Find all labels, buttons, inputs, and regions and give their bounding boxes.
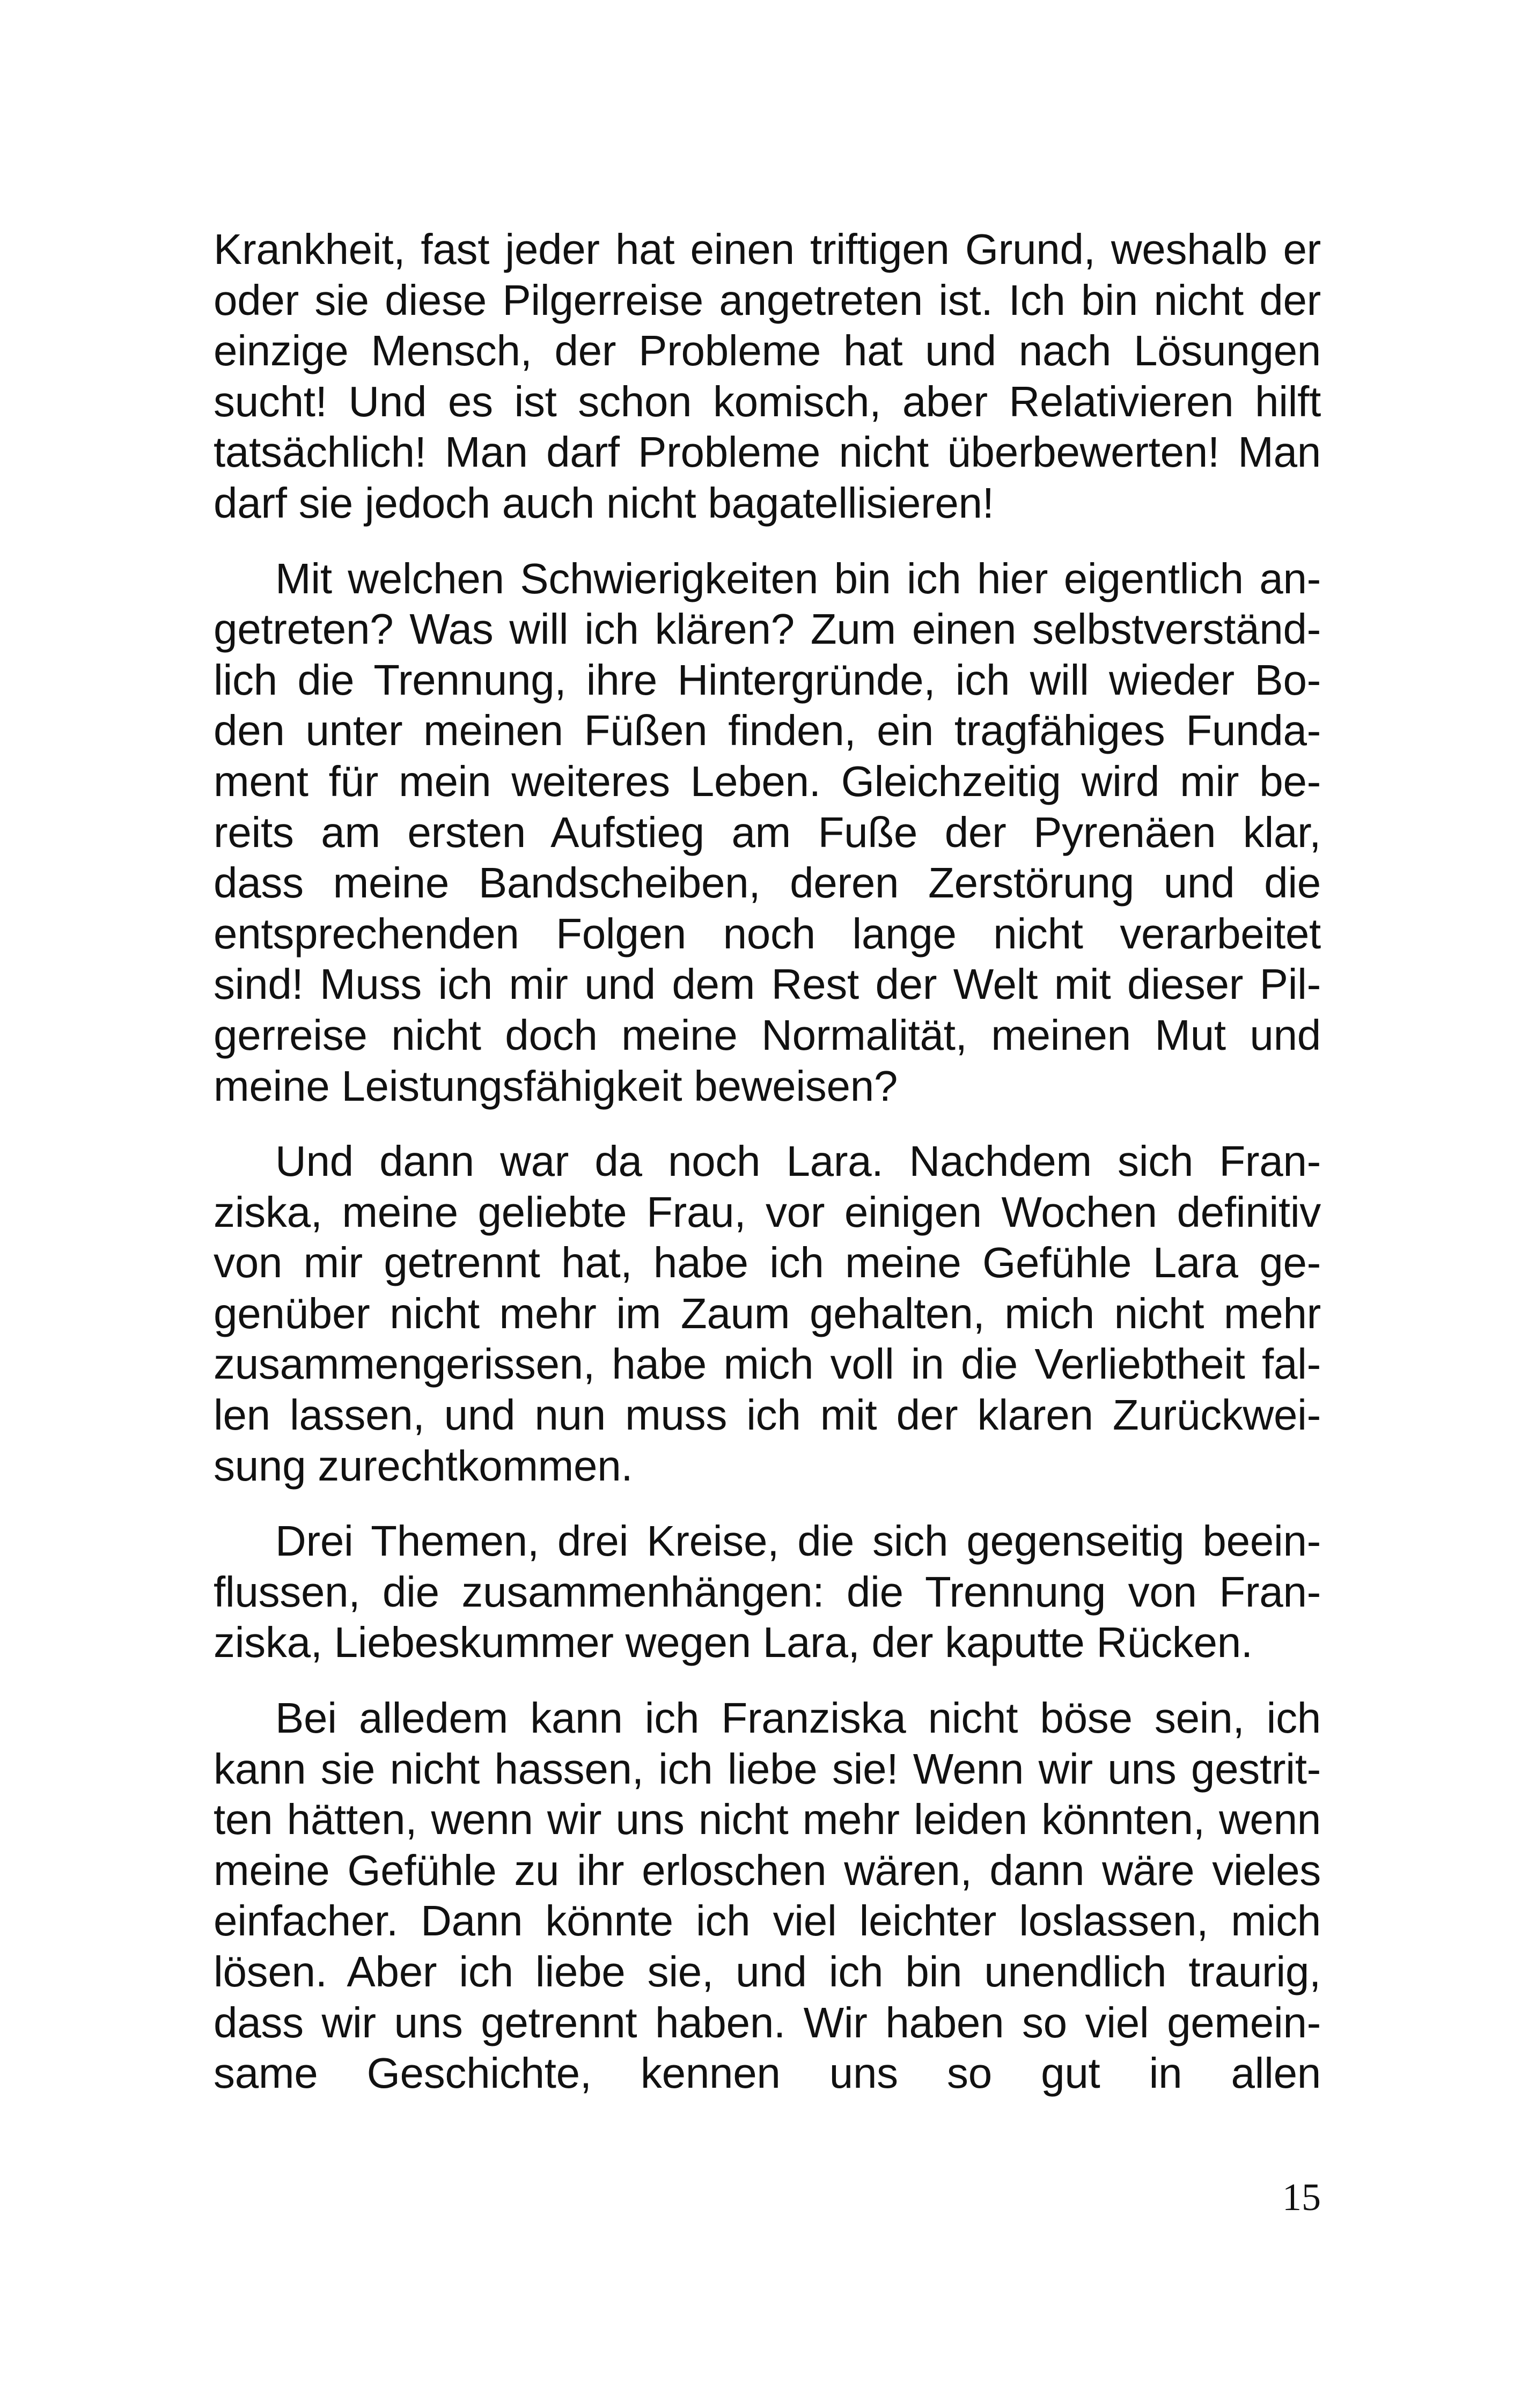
- paragraph: [214, 1136, 1321, 1491]
- paragraph: [214, 554, 1321, 1112]
- text-line: ziska, Liebeskummer wegen Lara, der kaputte Rücken.: [214, 1618, 1253, 1667]
- text-line: gerreise nicht doch meine Normalität, meinen Mut und: [214, 1011, 1321, 1059]
- text-line: sind! Muss ich mir und dem Rest der Welt mit dieser Pil-: [214, 960, 1321, 1008]
- text-line: zusammengerissen, habe mich voll in die Verliebtheit fal-: [214, 1340, 1321, 1388]
- text-line: ment für mein weiteres Leben. Gleichzeitig wird mir be-: [214, 757, 1321, 805]
- text-line: reits am ersten Aufstieg am Fuße der Pyrenäen klar,: [214, 808, 1321, 856]
- text-line: einzige Mensch, der Probleme hat und nach Lösungen: [214, 327, 1321, 375]
- text-line: Krankheit, fast jeder hat einen triftigen Grund, weshalb er: [214, 225, 1321, 273]
- text-line: meine Leistungsfähigkeit beweisen?: [214, 1062, 898, 1110]
- text-line: den unter meinen Füßen finden, ein tragfähiges Funda-: [214, 706, 1321, 755]
- text-line: sucht! Und es ist schon komisch, aber Relativieren hilft: [214, 377, 1321, 425]
- text-line: len lassen, und nun muss ich mit der klaren Zurückwei-: [214, 1391, 1321, 1439]
- text-line: entsprechenden Folgen noch lange nicht verarbeitet: [214, 909, 1321, 958]
- text-line: lösen. Aber ich liebe sie, und ich bin unendlich traurig,: [214, 1948, 1321, 1995]
- paragraph: [214, 1693, 1321, 2099]
- text-line: flussen, die zusammenhängen: die Trennung von Fran-: [214, 1567, 1321, 1616]
- paragraph: [214, 224, 1321, 529]
- text-line: Und dann war da noch Lara. Nachdem sich Fran-: [275, 1137, 1321, 1185]
- text-line: einfacher. Dann könnte ich viel leichter loslassen, mich: [214, 1897, 1321, 1945]
- text-line: von mir getrennt hat, habe ich meine Gefühle Lara ge-: [214, 1239, 1321, 1287]
- text-line: dass meine Bandscheiben, deren Zerstörung und die: [214, 859, 1321, 907]
- text-line: Mit welchen Schwierigkeiten bin ich hier eigentlich an-: [275, 554, 1321, 602]
- text-line: ziska, meine geliebte Frau, vor einigen Wochen definitiv: [214, 1188, 1321, 1236]
- page-number: 15: [1282, 2176, 1321, 2219]
- text-line: Drei Themen, drei Kreise, die sich gegenseitig beein-: [275, 1517, 1321, 1565]
- text-line: Bei alledem kann ich Franziska nicht böse sein, ich: [275, 1694, 1321, 1742]
- text-line: oder sie diese Pilgerreise angetreten ist. Ich bin nicht der: [214, 276, 1321, 324]
- text-line: genüber nicht mehr im Zaum gehalten, mich nicht mehr: [214, 1289, 1321, 1337]
- text-line: getreten? Was will ich klären? Zum einen selbstverständ-: [214, 605, 1321, 653]
- text-line: kann sie nicht hassen, ich liebe sie! Wenn wir uns gestrit-: [214, 1744, 1321, 1793]
- text-line: darf sie jedoch auch nicht bagatellisieren!: [214, 478, 994, 527]
- paragraph: [214, 1516, 1321, 1668]
- text-line: lich die Trennung, ihre Hintergründe, ich will wieder Bo-: [214, 656, 1321, 704]
- text-line: dass wir uns getrennt haben. Wir haben so viel gemein-: [214, 1998, 1321, 2046]
- text-line: sung zurechtkommen.: [214, 1441, 633, 1490]
- text-line: tatsächlich! Man darf Probleme nicht überbewerten! Man: [214, 428, 1321, 476]
- body-text: [214, 224, 1321, 2124]
- text-line: ten hätten, wenn wir uns nicht mehr leiden könnten, wenn: [214, 1795, 1321, 1844]
- text-line: meine Gefühle zu ihr erloschen wären, dann wäre vieles: [214, 1846, 1321, 1894]
- text-line: same Geschichte, kennen uns so gut in allen: [214, 2049, 1321, 2097]
